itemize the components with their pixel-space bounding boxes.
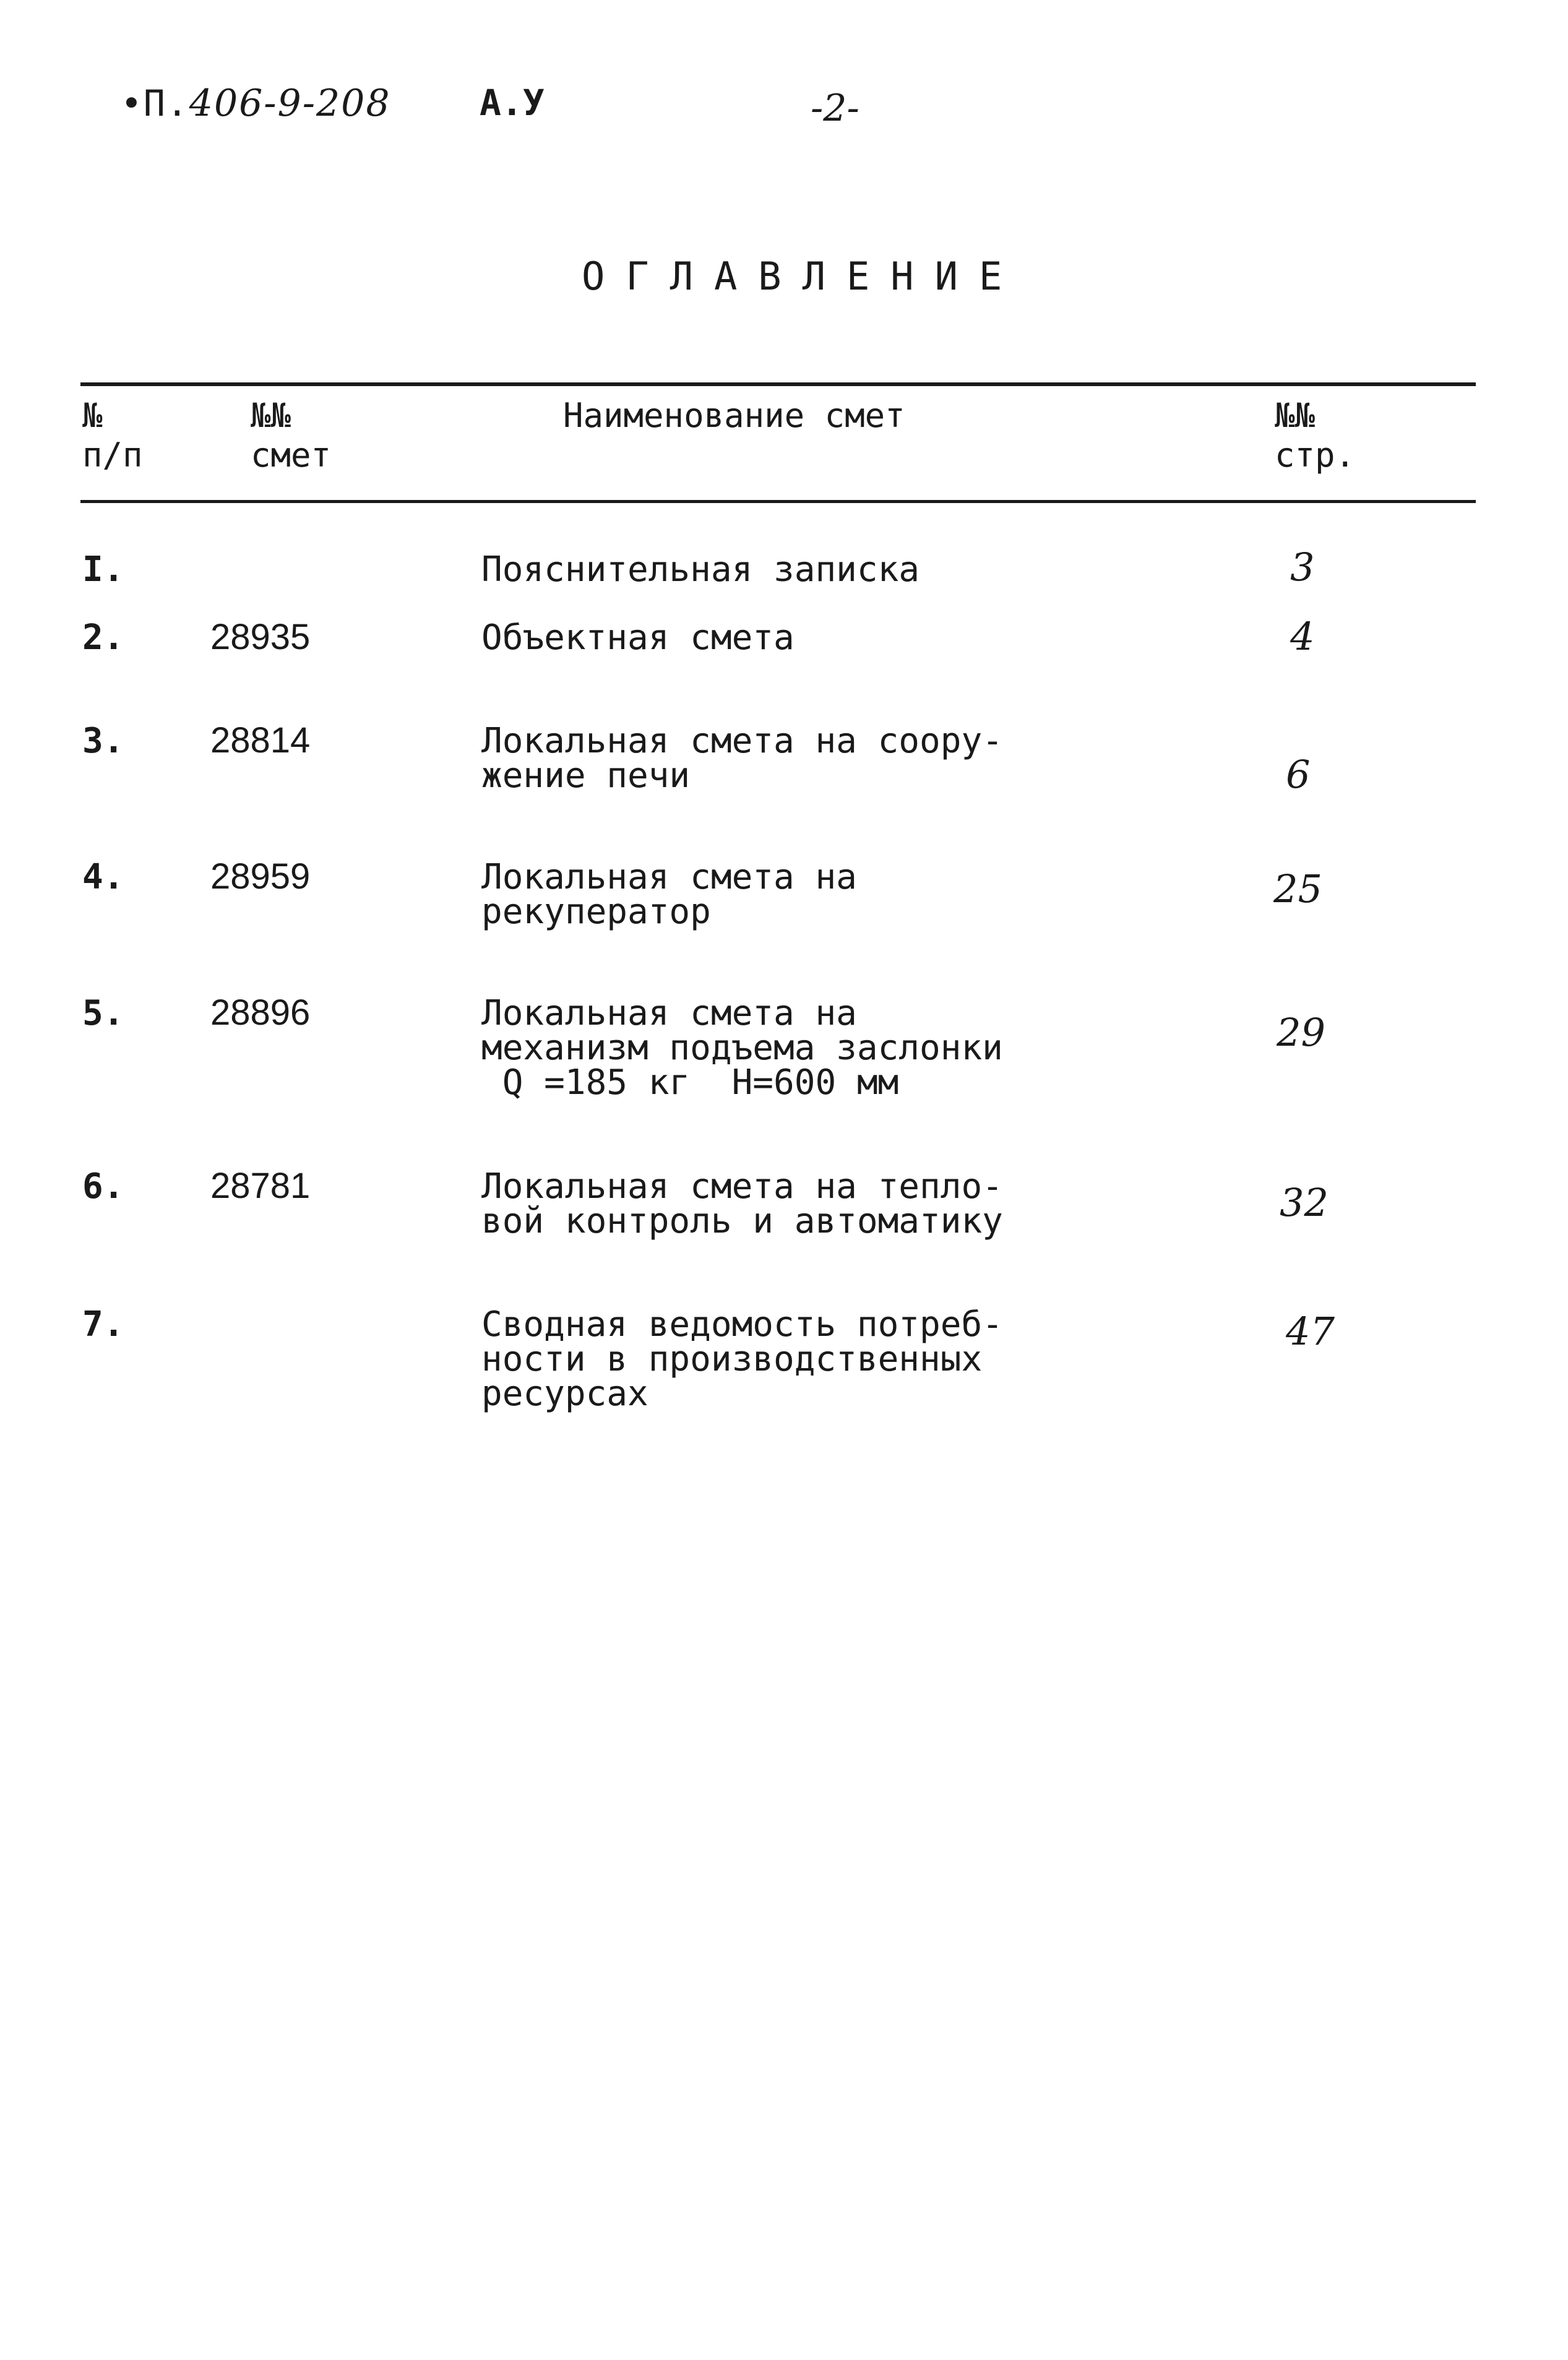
- row-page: 6: [1286, 752, 1311, 797]
- row-title: Объектная смета: [481, 618, 795, 658]
- column-header-number: [82, 396, 143, 475]
- row-code: 28814: [210, 720, 311, 760]
- row-number: 3.: [82, 721, 124, 761]
- row-code: 28781: [210, 1166, 311, 1206]
- column-header-estimate-line1: №№: [251, 396, 291, 435]
- section-code: А.У: [480, 82, 545, 124]
- row-page: 4: [1290, 614, 1315, 659]
- column-header-estimate-line2: смет: [251, 436, 332, 475]
- page-title: ОГЛАВЛЕНИЕ: [582, 254, 1023, 299]
- row-page: 32: [1280, 1180, 1329, 1225]
- table-top-rule: [80, 382, 1476, 386]
- row-number: 5.: [82, 993, 124, 1033]
- table-header-rule: [80, 500, 1476, 503]
- row-title: Локальная смета на тепло- вой контроль и автоматику: [481, 1166, 1003, 1241]
- document-reference: [121, 82, 391, 125]
- column-header-page-line2: стр.: [1275, 436, 1356, 475]
- row-page: 29: [1277, 1010, 1325, 1055]
- row-title: Локальная смета на рекуператор: [481, 857, 857, 932]
- row-number: 7.: [82, 1304, 124, 1345]
- row-title: Сводная ведомость потреб- ности в производственных ресурсах: [481, 1304, 1003, 1414]
- row-number: 6.: [82, 1166, 124, 1207]
- column-header-number-line1: №: [82, 396, 103, 435]
- row-number: 2.: [82, 618, 124, 658]
- document-reference-number: 406-9-208: [189, 82, 391, 125]
- row-code: 28959: [210, 856, 311, 897]
- row-code: 28935: [210, 617, 311, 657]
- row-title: Пояснительная записка: [481, 549, 920, 590]
- column-header-page-line1: №№: [1275, 396, 1316, 435]
- column-header-page: [1275, 396, 1355, 475]
- row-page: 47: [1286, 1309, 1335, 1354]
- column-header-estimate: [251, 396, 331, 475]
- row-title: Локальная смета на соору- жение печи: [481, 721, 1003, 796]
- row-page: 3: [1290, 545, 1315, 590]
- row-title: Локальная смета на механизм подъема заслонки Q =185 кг Н=600 мм: [481, 993, 1003, 1103]
- row-number: I.: [82, 549, 124, 590]
- column-header-number-line2: п/п: [82, 436, 143, 475]
- row-code: 28896: [210, 993, 311, 1033]
- row-page: 25: [1273, 866, 1322, 911]
- row-number: 4.: [82, 857, 124, 897]
- document-reference-prefix: •П.: [121, 82, 189, 124]
- page-number: -2-: [811, 87, 859, 130]
- column-header-name: Наименование смет: [563, 396, 905, 435]
